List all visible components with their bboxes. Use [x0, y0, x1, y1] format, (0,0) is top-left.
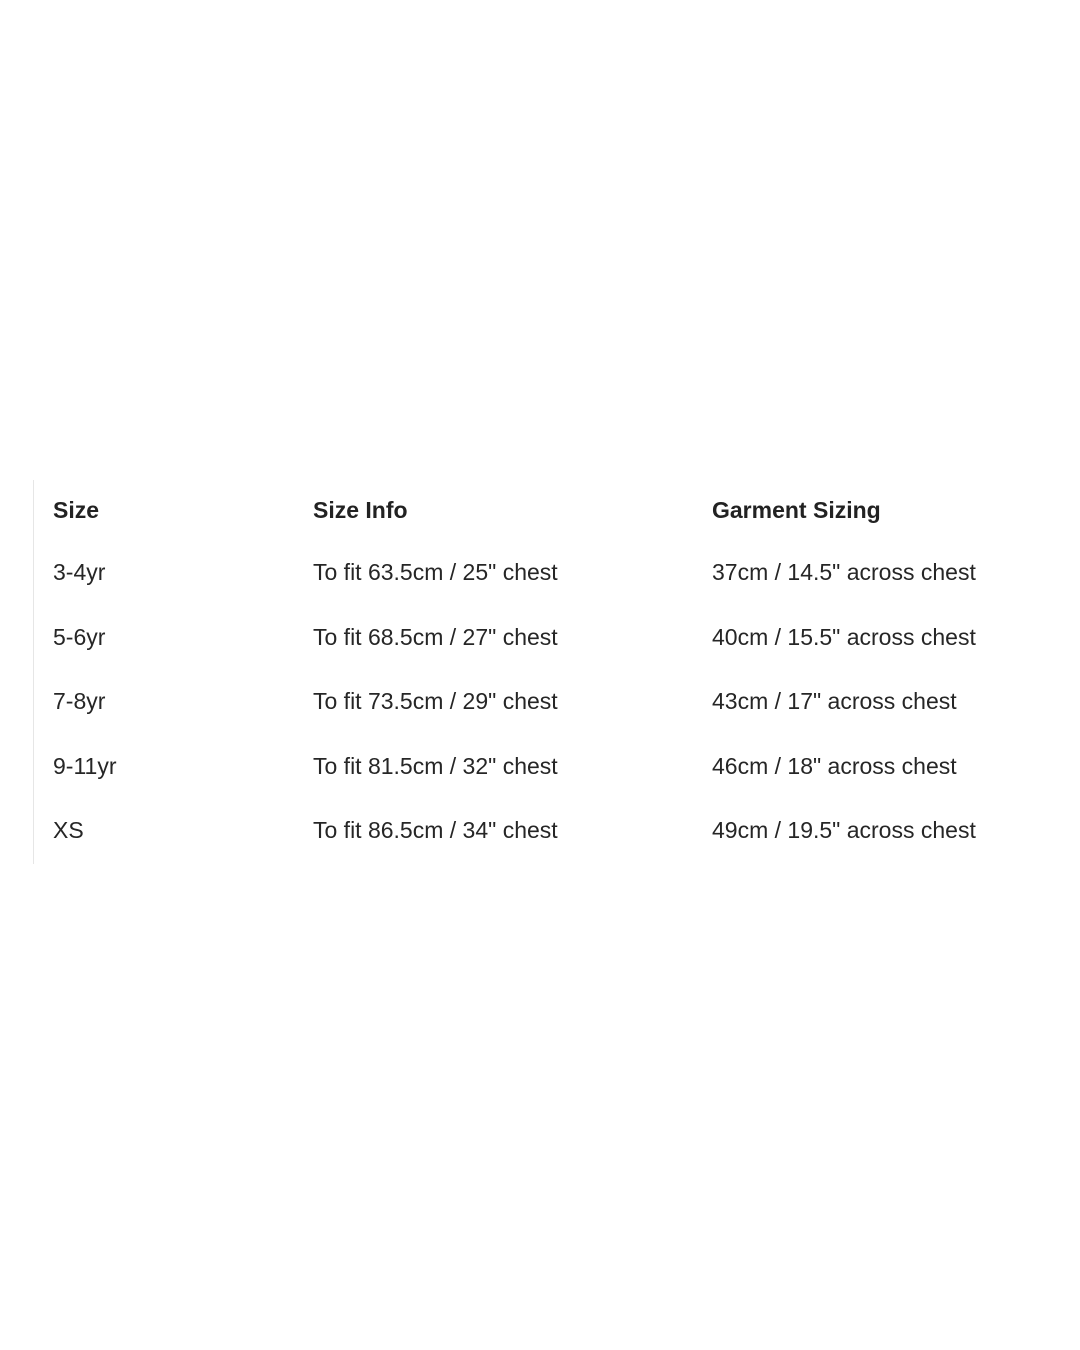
size-info-cell: To fit 73.5cm / 29" chest [313, 688, 558, 715]
size-cell: 3-4yr [53, 559, 106, 586]
size-info-cell: To fit 68.5cm / 27" chest [313, 623, 558, 650]
size-info-cell: To fit 86.5cm / 34" chest [313, 817, 558, 844]
size-cell: 7-8yr [53, 688, 106, 715]
table-row [34, 605, 1034, 670]
garment-sizing-cell: 37cm / 14.5" across chest [712, 559, 976, 586]
size-cell: 9-11yr [53, 752, 117, 779]
table-row [34, 798, 1034, 863]
garment-sizing-cell: 40cm / 15.5" across chest [712, 623, 976, 650]
size-cell: 5-6yr [53, 623, 106, 650]
garment-sizing-cell: 43cm / 17" across chest [712, 688, 957, 715]
size-info-cell: To fit 63.5cm / 25" chest [313, 559, 558, 586]
size-table [34, 480, 1034, 863]
garment-sizing-cell: 46cm / 18" across chest [712, 752, 957, 779]
table-row [34, 734, 1034, 799]
header-size: Size [53, 497, 100, 523]
garment-sizing-cell: 49cm / 19.5" across chest [712, 817, 976, 844]
table-row [34, 669, 1034, 734]
table-header-row [34, 480, 1034, 540]
size-info-cell: To fit 81.5cm / 32" chest [313, 752, 558, 779]
table-row [34, 540, 1034, 605]
header-garment-sizing: Garment Sizing [712, 497, 881, 523]
size-cell: XS [53, 817, 84, 844]
size-chart [33, 480, 1044, 864]
header-size-info: Size Info [313, 497, 408, 523]
